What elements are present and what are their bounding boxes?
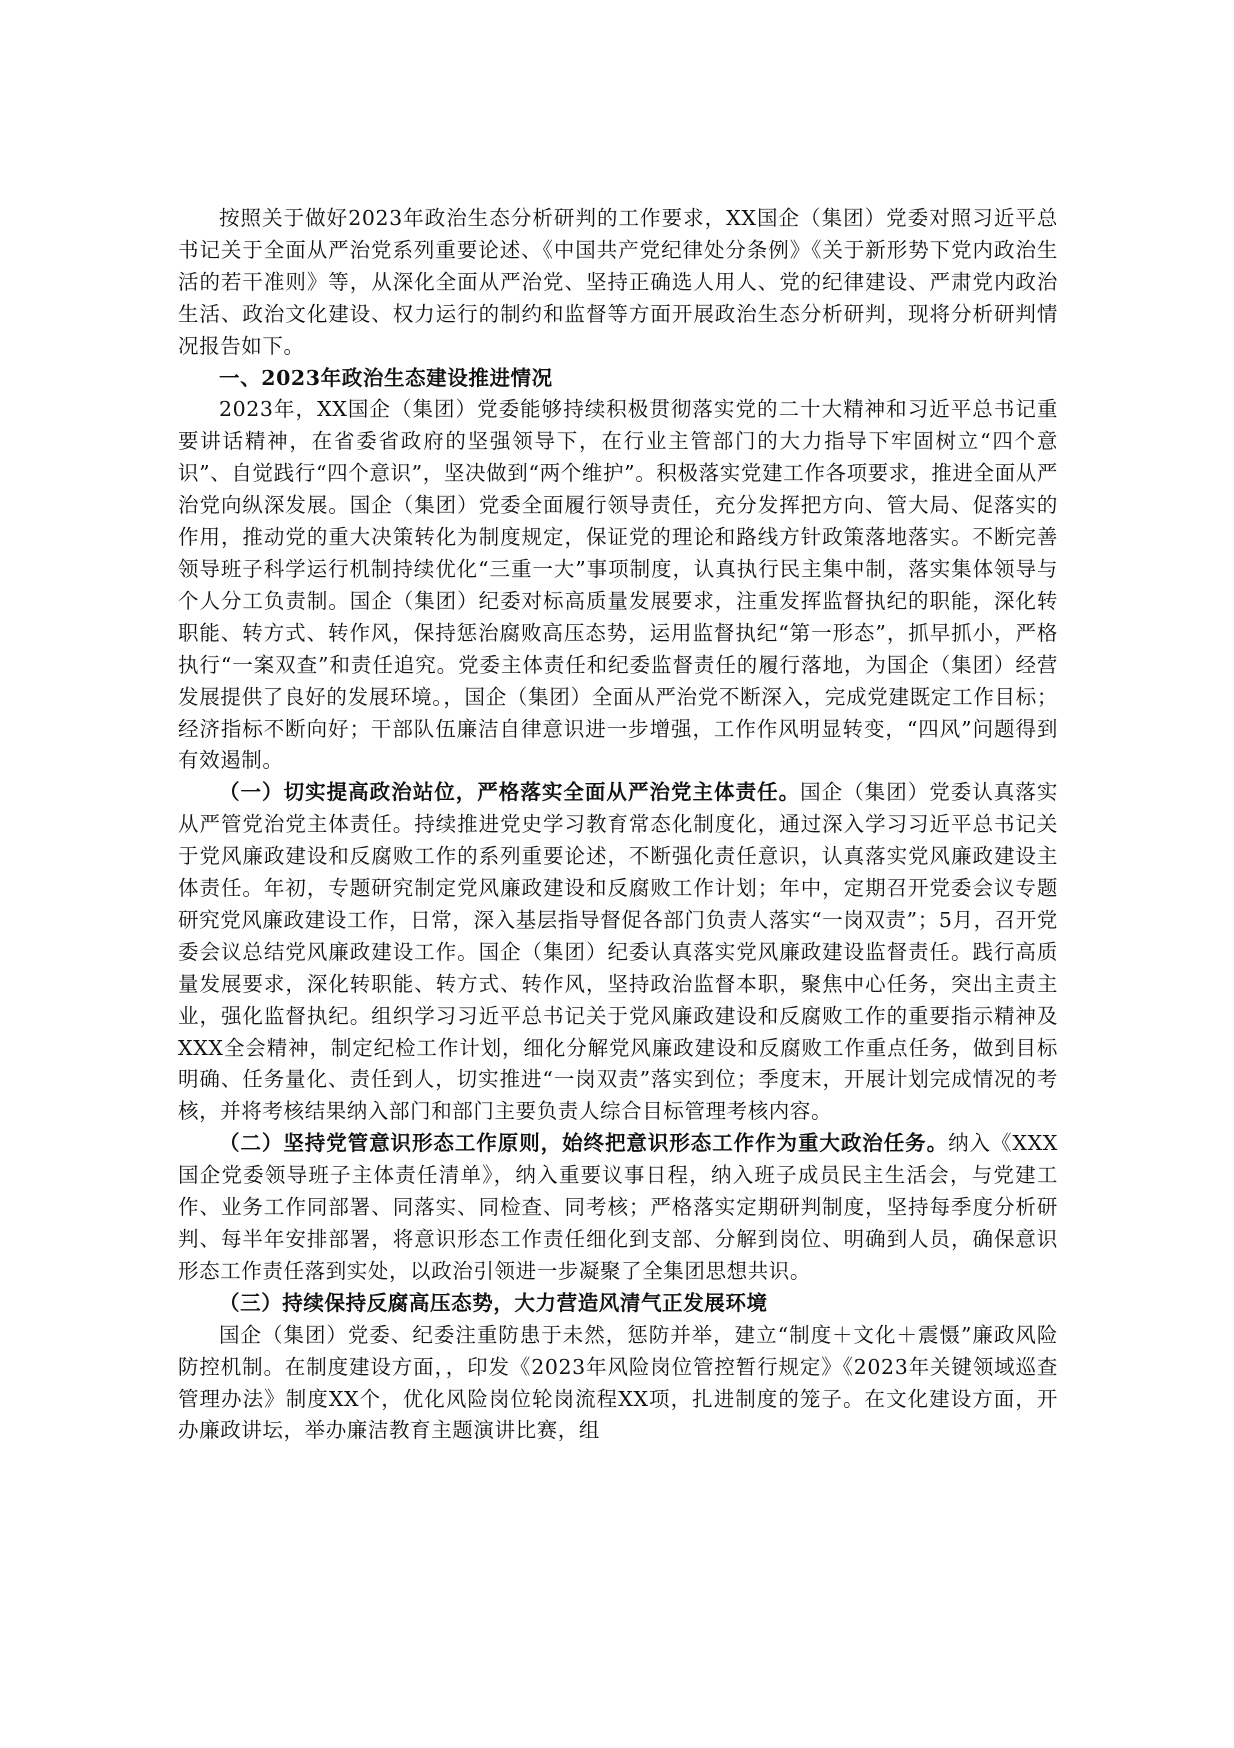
item3-paragraph: 国企（集团）党委、纪委注重防患于未然，惩防并举，建立“制度＋文化＋震慑”廉政风险防控机制。在制度建设方面，，印发《2023年风险岗位管控暂行规定》《2023年关键领域巡查管理办法》制度XX个，优化风险岗位轮岗流程XX项，扎进制度的笼子。在文化建设方面，开办廉政讲坛，举办廉洁教育主题演讲比赛，组 xyxy=(178,1322,1058,1443)
item1-body: 国企（集团）党委认真落实从严管党治党主体责任。持续推进党史学习教育常态化制度化，通过深入学习习近平总书记关于党风廉政建设和反腐败工作的系列重要论述，不断强化责任意识，认真落实党风廉政建设主体责任。年初，专题研究制定党风廉政建设和反腐败工作计划；年中，定期召开党委会议专题研究党风廉政建设工作，日常，深入基层指导督促各部门负责人落实“一岗双责”；5月，召开党委会议总结党风廉政建设工作。国企（集团）纪委认真落实党风廉政建设监督责任。践行高质量发展要求，深化转职能、转方式、转作风，坚持政治监督本职，聚焦中心任务，突出主责主业，强化监督执纪。组织学习习近平总书记关于党风廉政建设和反腐败工作的重要指示精神及XXX全会精神，制定纪检工作计划，细化分解党风廉政建设和反腐败工作重点任务，做到目标明确、任务量化、责任到人，切实推进“一岗双责”落实到位；季度末，开展计划完成情况的考核，并将考核结果纳入部门和部门主要负责人综合目标管理考核内容。 xyxy=(178,780,1058,1124)
item2-heading: （二）坚持党管意识形态工作原则，始终把意识形态工作作为重大政治任务。 xyxy=(219,1131,949,1156)
document-page xyxy=(178,203,1058,1447)
intro-paragraph: 按照关于做好2023年政治生态分析研判的工作要求，XX国企（集团）党委对照习近平总书记关于全面从严治党系列重要论述、《中国共产党纪律处分条例》《关于新形势下党内政治生活的若干准则》等，从深化全面从严治党、坚持正确选人用人、党的纪律建设、严肃党内政治生活、政治文化建设、权力运行的制约和监督等方面开展政治生态分析研判，现将分析研判情况报告如下。 xyxy=(178,206,1058,358)
item2-paragraph xyxy=(178,1128,1058,1288)
section-body-paragraph: 2023年，XX国企（集团）党委能够持续积极贯彻落实党的二十大精神和习近平总书记重要讲话精神，在省委省政府的坚强领导下，在行业主管部门的大力指导下牢固树立“四个意识”、自觉践行“四个意识”，坚决做到“两个维护”。积极落实党建工作各项要求，推进全面从严治党向纵深发展。国企（集团）党委全面履行领导责任，充分发挥把方向、管大局、促落实的作用，推动党的重大决策转化为制度规定，保证党的理论和路线方针政策落地落实。不断完善领导班子科学运行机制持续优化“三重一大”事项制度，认真执行民主集中制，落实集体领导与个人分工负责制。国企（集团）纪委对标高质量发展要求，注重发挥监督执纪的职能，深化转职能、转方式、转作风，保持惩治腐败高压态势，运用监督执纪“第一形态”，抓早抓小，严格执行“一案双查”和责任追究。党委主体责任和纪委监督责任的履行落地，为国企（集团）经营发展提供了良好的发展环境。，国企（集团）全面从严治党不断深入，完成党建既定工作目标；经济指标不断向好；干部队伍廉洁自律意识进一步增强，工作作风明显转变，“四风”问题得到有效遏制。 xyxy=(178,397,1058,773)
item2-body: 纳入《XXX国企党委领导班子主体责任清单》，纳入重要议事日程，纳入班子成员民主生活会，与党建工作、业务工作同部署、同落实、同检查、同考核；严格落实定期研判制度，坚持每季度分析研判、每半年安排部署，将意识形态工作责任细化到支部、分解到岗位、明确到人员，确保意识形态工作责任落到实处，以政治引领进一步凝聚了全集团思想共识。 xyxy=(178,1131,1058,1283)
item1-paragraph xyxy=(178,777,1058,1128)
item1-heading: （一）切实提高政治站位，严格落实全面从严治党主体责任。 xyxy=(219,780,801,805)
section-heading: 一、2023年政治生态建设推进情况 xyxy=(219,365,553,390)
item3-heading: （三）持续保持反腐高压态势，大力营造风清气正发展环境 xyxy=(219,1290,768,1315)
